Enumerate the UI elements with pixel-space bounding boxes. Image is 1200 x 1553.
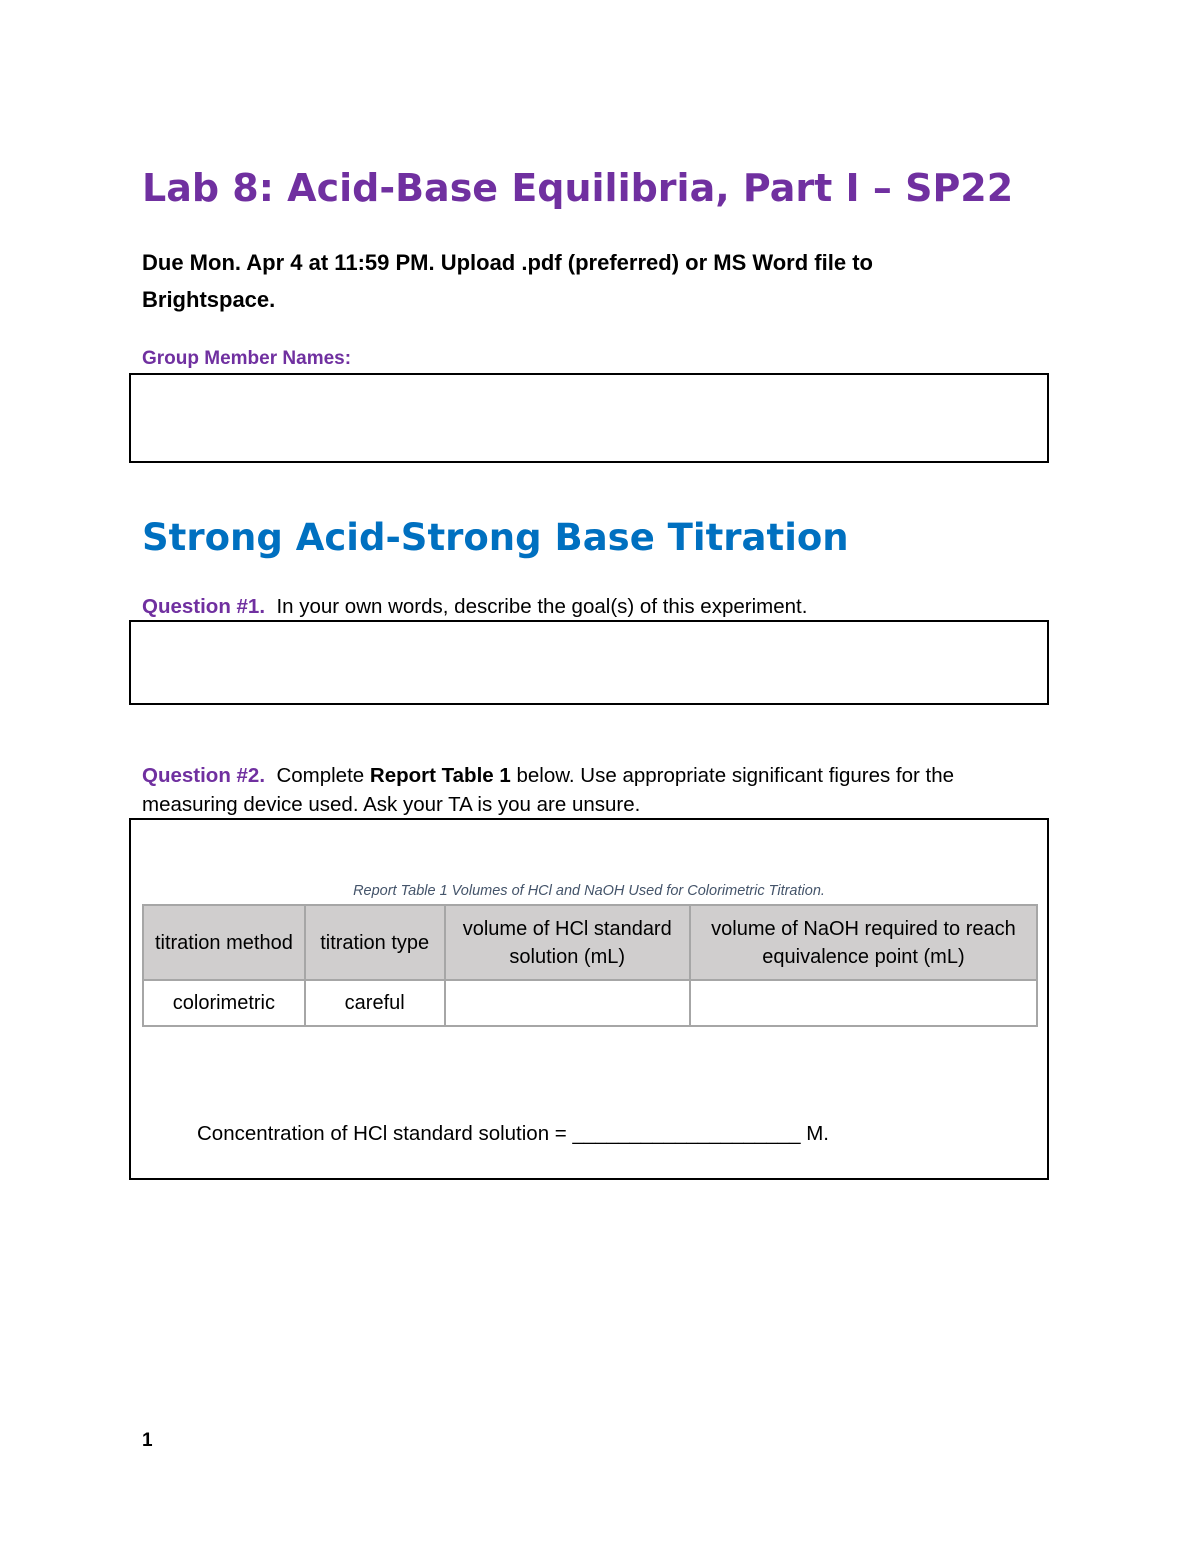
report-table-caption: Report Table 1 Volumes of HCl and NaOH Used for Colorimetric Titration. [353, 883, 825, 899]
header-volume-naoh: volume of NaOH required to reach equivalence point (mL) [690, 905, 1037, 980]
question-2 [142, 761, 1022, 819]
header-titration-type: titration type [305, 905, 445, 980]
question-1 [142, 592, 1022, 621]
question-2-text-pre: Complete [276, 764, 365, 787]
header-volume-hcl: volume of HCl standard solution (mL) [445, 905, 690, 980]
question-1-answer-field[interactable] [129, 620, 1049, 705]
group-member-names-label: Group Member Names: [142, 348, 352, 369]
due-notice [142, 244, 1022, 318]
cell-titration-type: careful [305, 980, 445, 1026]
concentration-line [197, 1122, 829, 1146]
question-1-label: Question #1. [142, 595, 266, 618]
concentration-blank[interactable]: ____________________ [572, 1122, 801, 1145]
concentration-unit: M. [800, 1122, 829, 1145]
due-line-1: Due Mon. Apr 4 at 11:59 PM. Upload .pdf (preferred) or MS Word file to [142, 250, 873, 275]
group-member-names-field[interactable] [129, 373, 1049, 463]
report-table [142, 904, 1038, 1027]
cell-titration-method: colorimetric [143, 980, 305, 1026]
header-titration-method: titration method [143, 905, 305, 980]
due-line-2: Brightspace. [142, 287, 276, 312]
section-heading: Strong Acid-Strong Base Titration [142, 516, 849, 559]
question-2-text-post: below. Use appropriate significant figures for the measuring device used. Ask your TA is you are unsure. [142, 764, 955, 816]
table-row [143, 980, 1037, 1026]
cell-volume-hcl-input[interactable] [445, 980, 690, 1026]
page-number: 1 [142, 1430, 153, 1451]
document-title: Lab 8: Acid-Base Equilibria, Part I – SP22 [142, 166, 1014, 210]
question-2-label: Question #2. [142, 764, 266, 787]
report-table-box [129, 818, 1049, 1180]
question-1-text: In your own words, describe the goal(s) of this experiment. [276, 595, 808, 618]
cell-volume-naoh-input[interactable] [690, 980, 1037, 1026]
question-2-table-reference: Report Table 1 [369, 764, 511, 787]
report-table-header-row [143, 905, 1037, 980]
concentration-label: Concentration of HCl standard solution = [197, 1122, 573, 1145]
